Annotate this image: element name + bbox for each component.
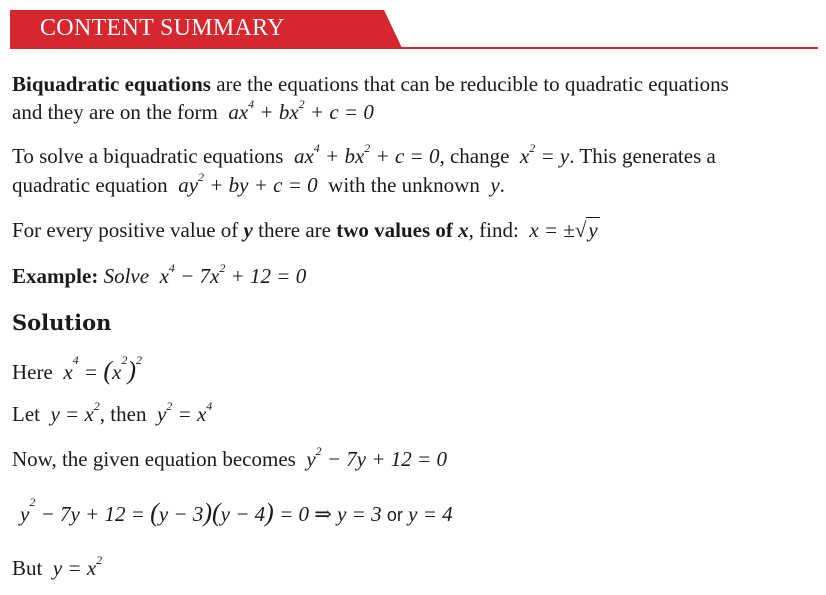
method-text: To solve a biquadratic equations <box>12 144 284 168</box>
sqrt-symbol: √y <box>574 218 598 242</box>
method-text-5: with the unknown <box>328 173 480 197</box>
section-title: CONTENT SUMMARY <box>40 15 285 41</box>
example-line <box>12 261 307 289</box>
definition-line-1 <box>12 72 729 97</box>
roots-bold: two values of <box>336 218 453 242</box>
solution-step-3 <box>12 444 447 472</box>
but-text: But <box>12 556 43 580</box>
method-line-2: quadratic equation $ay^2$ + by + c = 0 with the unknown y. <box>12 170 505 197</box>
definition-text-2: and they are on the form <box>12 100 218 124</box>
factored-equation: $y^2 - 7y + 12 = (y - 3)(y - 4) = 0$ ⇒ y = 3 <box>20 495 382 527</box>
header-rule <box>10 47 818 49</box>
substitution-equation: $x^2 = y$ <box>514 141 570 168</box>
example-label: Example: <box>12 264 99 288</box>
then-equation: $y^2 = x^4$ <box>151 399 213 426</box>
here-text: Here <box>12 360 53 384</box>
root-formula: x = ±√y <box>524 218 598 242</box>
back-substitution: $y = x^2$ <box>47 553 103 580</box>
var-x: x <box>458 218 469 242</box>
quadratic-equation: $ay^2$ + by + c = 0 <box>172 170 323 197</box>
now-text: Now, the given equation becomes <box>12 447 296 471</box>
then-text: , then <box>99 402 147 426</box>
definition-line-2 <box>12 97 374 125</box>
solution-step-5 <box>12 553 103 581</box>
roots-text-3: , find: <box>468 218 519 242</box>
method-line-1 <box>12 141 716 169</box>
y-equals-4: y = 4 <box>408 502 453 526</box>
solution-step-2 <box>12 399 213 427</box>
or-text: or <box>386 505 403 525</box>
method-text-4: quadratic equation <box>12 173 168 197</box>
roots-text-2: there are <box>258 218 331 242</box>
term-biquadratic: Biquadratic equations <box>12 72 211 96</box>
solution-step-4 <box>20 495 453 528</box>
section-header <box>10 8 818 50</box>
general-form-equation: $ax^4 + bx^2 + c = 0$ <box>223 97 374 124</box>
general-form-equation-2: $ax^4 + bx^2 + c = 0$ <box>288 141 440 168</box>
method-text-3: . This generates a <box>569 144 716 168</box>
method-text-2: , change <box>439 144 510 168</box>
roots-text: For every positive value of <box>12 218 239 242</box>
let-text: Let <box>12 402 40 426</box>
example-text: Solve <box>103 264 150 288</box>
step1-equation: $x^4 = (x^2)^2$ <box>58 353 142 385</box>
var-y: y <box>243 218 253 242</box>
let-equation: $y = x^2$ <box>45 399 100 426</box>
definition-text: are the equations that can be reducible to quadratic equations <box>216 72 729 96</box>
example-equation: $x^4 - 7x^2 + 12 = 0$ <box>154 261 307 288</box>
unknown-y: y <box>485 173 500 197</box>
roots-line <box>12 218 600 243</box>
solution-step-1 <box>12 353 142 386</box>
substituted-equation: $y^2 - 7y + 12 = 0$ <box>301 444 447 471</box>
solution-heading: Solution <box>12 310 112 335</box>
